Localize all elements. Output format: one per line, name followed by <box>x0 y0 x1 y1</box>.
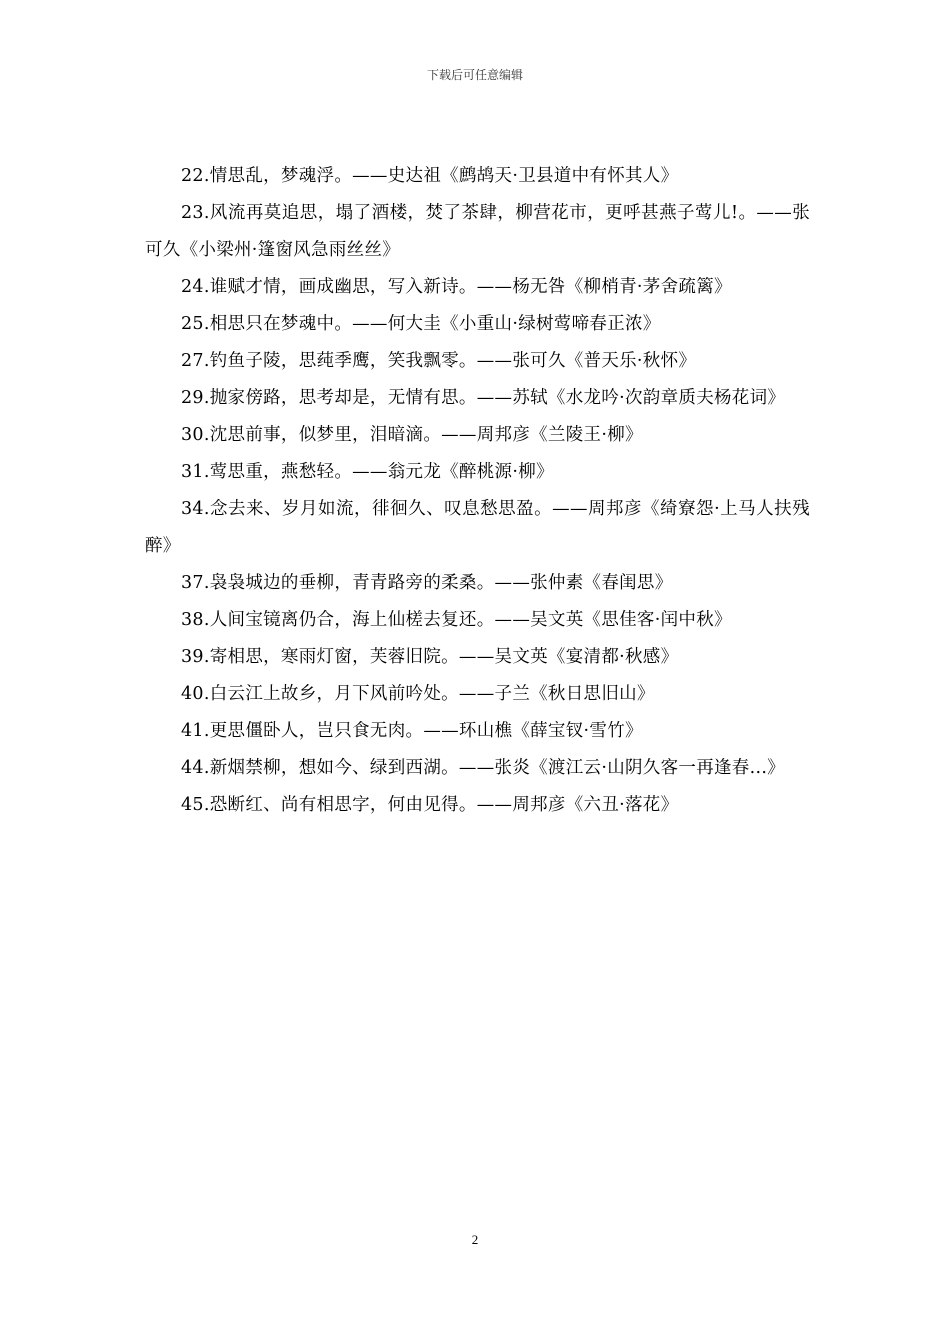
poem-line: 29.抛家傍路，思考却是，无情有思。——苏轼《水龙吟·次韵章质夫杨花词》 <box>181 388 786 408</box>
poem-line: 31.莺思重，燕愁轻。——翁元龙《醉桃源·柳》 <box>181 462 554 482</box>
poem-line: 22.情思乱，梦魂浮。——史达祖《鹧鸪天·卫县道中有怀其人》 <box>181 166 679 186</box>
poem-line: 41.更思僵卧人，岂只食无肉。——环山樵《薛宝钗·雪竹》 <box>181 721 643 741</box>
poem-line: 40.白云江上故乡，月下风前吟处。——子兰《秋日思旧山》 <box>181 684 655 704</box>
poem-line: 45.恐断红、尚有相思字，何由见得。——周邦彦《六丑·落花》 <box>181 795 679 815</box>
poem-line: 38.人间宝镜离仍合，海上仙槎去复还。——吴文英《思佳客·闰中秋》 <box>181 610 732 630</box>
poem-line: 23.风流再莫追思，塌了酒楼，焚了茶肆，柳营花市，更呼甚燕子莺儿!。——张可久《小梁州·篷窗风急雨丝丝》 <box>145 203 810 260</box>
poem-line: 39.寄相思，寒雨灯窗，芙蓉旧院。——吴文英《宴清都·秋感》 <box>181 647 679 667</box>
poem-line: 27.钓鱼子陵，思莼季鹰，笑我飘零。——张可久《普天乐·秋怀》 <box>181 351 697 371</box>
poem-line: 30.沈思前事，似梦里，泪暗滴。——周邦彦《兰陵王·柳》 <box>181 425 643 445</box>
poem-line: 44.新烟禁柳，想如今、绿到西湖。——张炎《渡江云·山阴久客一再逢春...》 <box>181 758 785 778</box>
page-header: 下载后可任意编辑 <box>426 68 523 82</box>
poem-line: 25.相思只在梦魂中。——何大圭《小重山·绿树莺啼春正浓》 <box>181 314 661 334</box>
page-number: 2 <box>471 1232 479 1247</box>
poem-line: 24.谁赋才情，画成幽思，写入新诗。——杨无咎《柳梢青·茅舍疏篱》 <box>181 277 732 297</box>
poem-list <box>145 158 810 824</box>
poem-line: 34.念去来、岁月如流，徘徊久、叹息愁思盈。——周邦彦《绮寮怨·上马人扶残醉》 <box>145 499 810 556</box>
poem-line: 37.袅袅城边的垂柳，青青路旁的柔桑。——张仲素《春闺思》 <box>181 573 673 593</box>
